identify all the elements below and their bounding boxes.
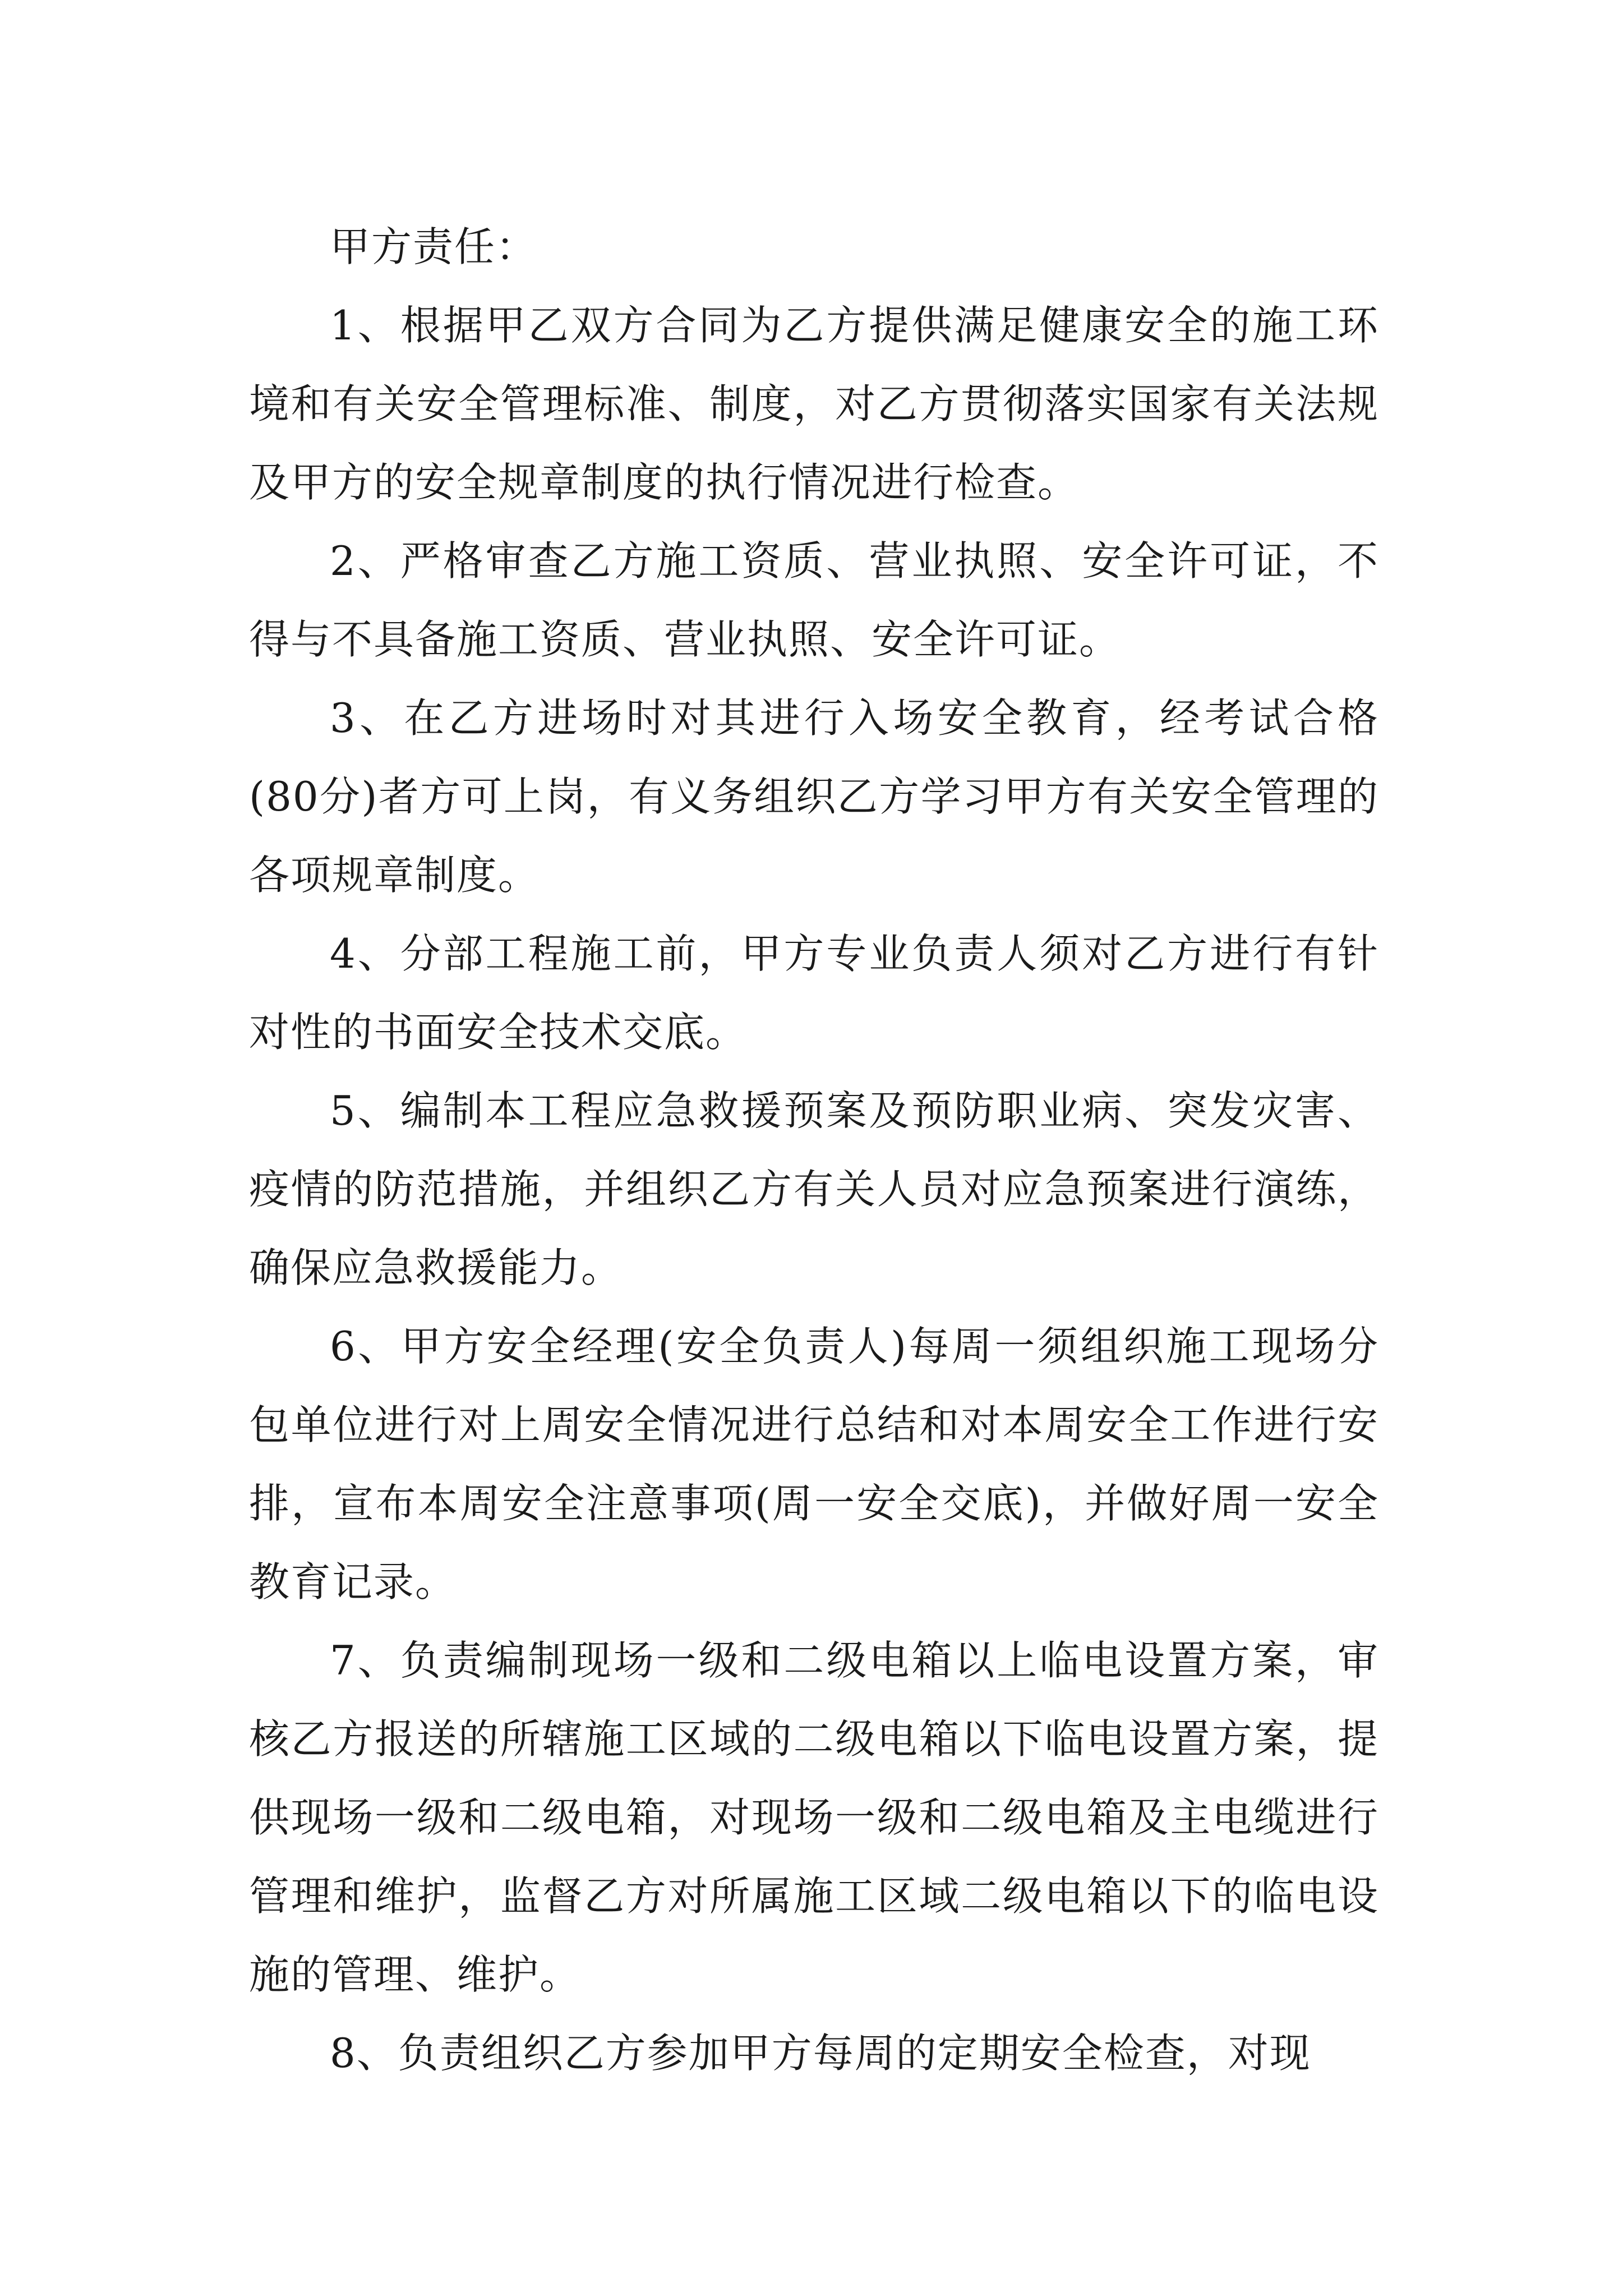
paragraph-1: 1、根据甲乙双方合同为乙方提供满足健康安全的施工环境和有关安全管理标准、制度，对乙方贯彻落实国家有关法规及甲方的安全规章制度的执行情况进行检查。: [249, 302, 1379, 506]
paragraph-2: 2、严格审查乙方施工资质、营业执照、安全许可证，不得与不具备施工资质、营业执照、安全许可证。: [249, 537, 1379, 663]
paragraph-3: 3、在乙方进场时对其进行入场安全教育，经考试合格(80分)者方可上岗，有义务组织乙方学习甲方有关安全管理的各项规章制度。: [249, 694, 1379, 899]
paragraph-6: 6、甲方安全经理(安全负责人)每周一须组织施工现场分包单位进行对上周安全情况进行总结和对本周安全工作进行安排，宣布本周安全注意事项(周一安全交底)，并做好周一安全教育记录。: [249, 1323, 1379, 1605]
paragraph-4: 4、分部工程施工前，甲方专业负责人须对乙方进行有针对性的书面安全技术交底。: [249, 930, 1379, 1056]
paragraph-7: 7、负责编制现场一级和二级电箱以上临电设置方案，审核乙方报送的所辖施工区域的二级电箱以下临电设置方案，提供现场一级和二级电箱，对现场一级和二级电箱及主电缆进行管理和维护，监督乙方对所属施工区域二级电箱以下的临电设施的管理、维护。: [249, 1637, 1379, 1998]
section-heading: 甲方责任：: [330, 223, 538, 270]
paragraph-5: 5、编制本工程应急救援预案及预防职业病、突发灾害、疫情的防范措施，并组织乙方有关人员对应急预案进行演练，确保应急救援能力。: [249, 1087, 1379, 1291]
paragraph-8: 8、负责组织乙方参加甲方每周的定期安全检查，对现: [330, 2030, 1311, 2077]
document-body: [249, 208, 1379, 2092]
